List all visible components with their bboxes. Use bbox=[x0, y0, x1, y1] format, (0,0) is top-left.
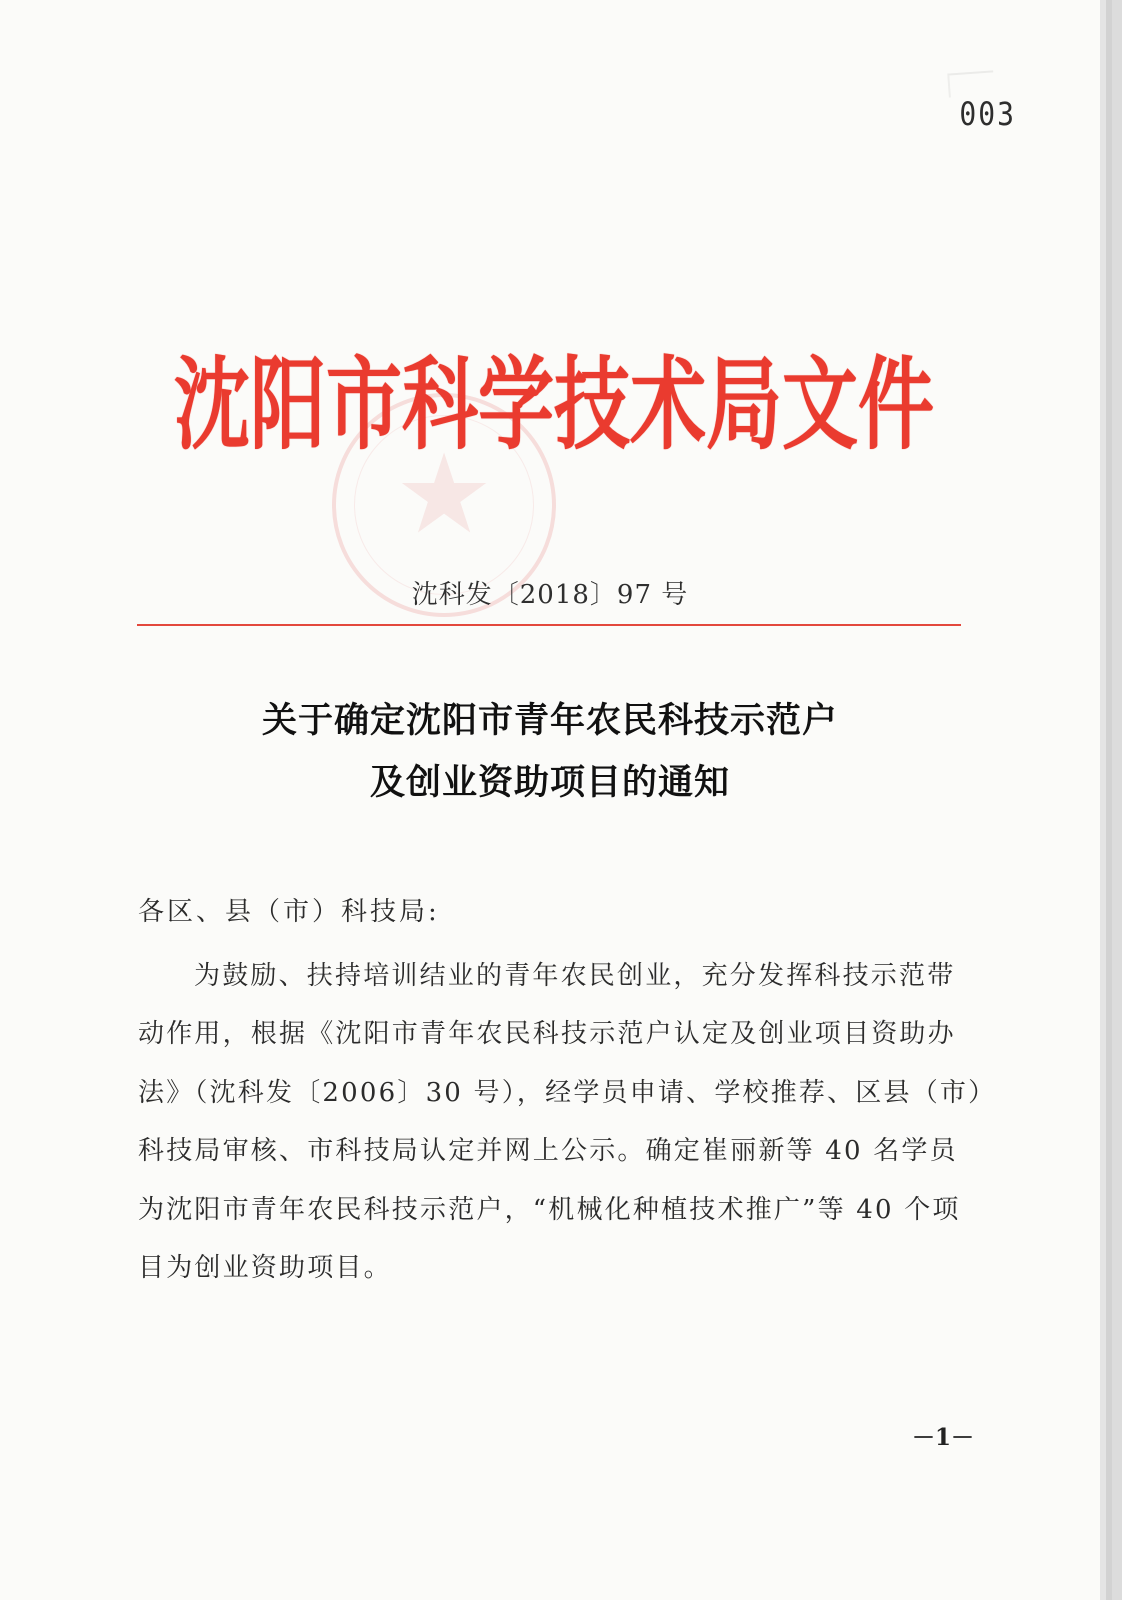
header-title: 沈阳市科学技术局文件 bbox=[174, 345, 934, 464]
archive-number: 003 bbox=[959, 95, 1016, 133]
body-line-3: 法》（沈科发〔2006〕30 号），经学员申请、学校推荐、区县（市） bbox=[138, 1077, 997, 1108]
body-line-5: 为沈阳市青年农民科技示范户，“机械化种植技术推广”等 40 个项 bbox=[138, 1194, 961, 1225]
document-number: 沈科发〔2018〕97 号 bbox=[411, 580, 689, 610]
salutation: 各区、县（市）科技局: bbox=[138, 897, 440, 927]
body-text bbox=[138, 947, 998, 1297]
notice-title-line-2: 及创业资助项目的通知 bbox=[369, 762, 730, 803]
seal-star-icon: ★ bbox=[394, 430, 494, 558]
red-divider bbox=[137, 624, 961, 626]
notice-title bbox=[0, 690, 1100, 814]
page-number: －1－ bbox=[911, 1424, 974, 1451]
notice-title-line-1: 关于确定沈阳市青年农民科技示范户 bbox=[261, 700, 838, 741]
scan-mark bbox=[947, 70, 995, 97]
body-line-6: 目为创业资助项目。 bbox=[138, 1253, 392, 1284]
body-line-1: 为鼓励、扶持培训结业的青年农民创业，充分发挥科技示范带 bbox=[194, 961, 956, 991]
body-line-4: 科技局审核、市科技局认定并网上公示。确定崔丽新等 40 名学员 bbox=[138, 1136, 958, 1167]
body-line-2: 动作用，根据《沈阳市青年农民科技示范户认定及创业项目资助办 bbox=[138, 1019, 956, 1050]
